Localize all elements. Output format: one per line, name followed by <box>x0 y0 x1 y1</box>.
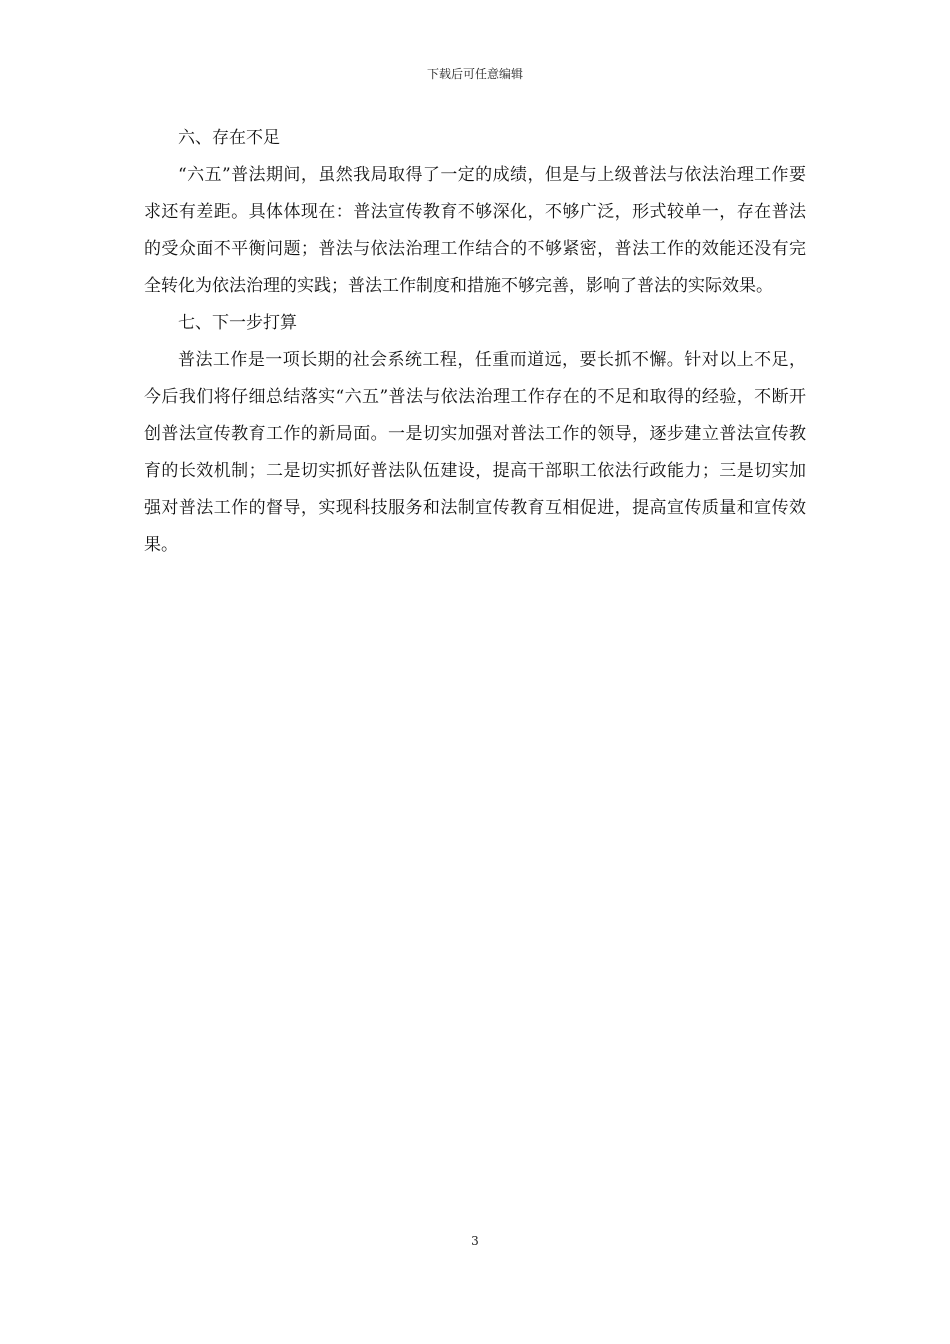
section-heading-next-steps: 七、下一步打算 <box>178 313 297 333</box>
page-number: 3 <box>471 1234 479 1248</box>
paragraph-next-steps: 普法工作是一项长期的社会系统工程，任重而道远，要长抓不懈。针对以上不足，今后我们将仔细总结落实“六五”普法与依法治理工作存在的不足和取得的经验，不断开创普法宣传教育工作的新局面。一是切实加强对普法工作的领导，逐步建立普法宣传教育的长效机制；二是切实抓好普法队伍建设，提高干部职工依法行政能力；三是切实加强对普法工作的督导，实现科技服务和法制宣传教育互相促进，提高宣传质量和宣传效果。 <box>144 350 806 555</box>
document-body <box>144 120 806 564</box>
page-header: 下载后可任意编辑 <box>426 67 523 81</box>
section-heading-shortcomings: 六、存在不足 <box>178 128 280 148</box>
paragraph-shortcomings: “六五”普法期间，虽然我局取得了一定的成绩，但是与上级普法与依法治理工作要求还有差距。具体体现在：普法宣传教育不够深化，不够广泛，形式较单一，存在普法的受众面不平衡问题；普法与依法治理工作结合的不够紧密，普法工作的效能还没有完全转化为依法治理的实践；普法工作制度和措施不够完善，影响了普法的实际效果。 <box>144 165 806 296</box>
